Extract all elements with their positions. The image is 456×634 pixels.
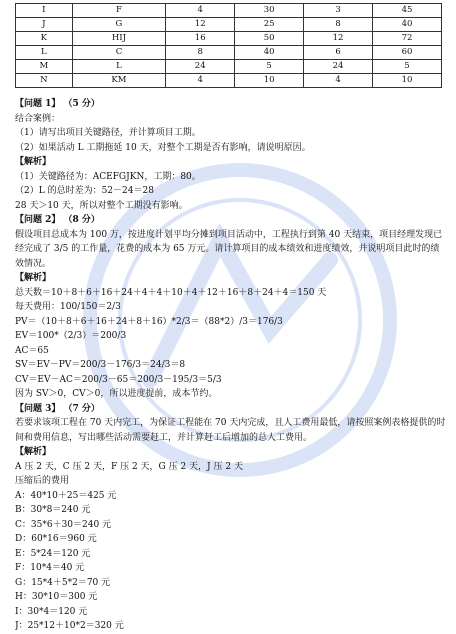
q2-heading: 【问题 2】 （8 分） (15, 215, 100, 225)
content-text (15, 97, 447, 634)
table-cell: F (72, 4, 166, 18)
table-cell: I (16, 4, 73, 18)
table-cell: 4 (304, 74, 373, 88)
table-cell: 8 (304, 18, 373, 32)
table-cell: 8 (166, 46, 235, 60)
table-cell: 3 (304, 4, 373, 18)
q2-answer-line: AC＝65 (15, 345, 49, 356)
q2-answer-line: 每天费用：100/150＝2/3 (15, 302, 121, 312)
table-cell: 4 (166, 74, 235, 88)
activity-table (15, 3, 442, 88)
table-cell: 10 (235, 74, 304, 88)
table-cell: J (16, 18, 73, 32)
table-cell: 60 (373, 46, 442, 60)
table-cell: 6 (304, 46, 373, 60)
table-cell: 45 (373, 4, 442, 18)
q1-item2: （2）如果活动 L 工期拖延 10 天，对整个工期是否有影响，请说明原因。 (15, 142, 311, 153)
table-row (16, 74, 442, 88)
q2-answer-line: PV＝（10＋8＋6＋16＋24＋8＋16）*2/3＝（88*2）/3＝176/3 (15, 316, 283, 327)
table-cell: 50 (235, 32, 304, 46)
cost-line: B：30*8＝240 元 (15, 505, 91, 515)
table-cell: L (16, 46, 73, 60)
q2-text: 假设项目总成本为 100 万，按进度计划平均分摊到项目活动中，工程执行到第 40 天结束，项目经理发现已经完成了 3/5 的工作量，花费的成本为 65 万元。请计算项目的成本绩效和进度绩效，并说明项目此时的绩效情况。 (15, 229, 443, 269)
table-cell: 10 (373, 74, 442, 88)
table-cell: G (72, 18, 166, 32)
table-cell: 24 (304, 60, 373, 74)
q3-answer-line: A 压 2 天，C 压 2 天，F 压 2 天，G 压 2 天，J 压 2 天 (15, 461, 243, 472)
table-cell: 40 (235, 46, 304, 60)
table-cell: KM (72, 74, 166, 88)
q2-answer-line: CV＝EV－AC＝200/3－65＝200/3－195/3＝5/3 (15, 374, 222, 385)
q3-answer-line: 压缩后的费用 (15, 476, 70, 486)
table-cell: 30 (235, 4, 304, 18)
table-cell: 12 (166, 18, 235, 32)
cost-line: E：5*24＝120 元 (15, 548, 91, 559)
q1-answer-line: （1）关键路径为：ACEFGJKN，工期：80。 (15, 171, 201, 182)
cost-line: H：30*10＝300 元 (15, 592, 98, 602)
table-row (16, 4, 442, 18)
cost-list (15, 489, 447, 634)
cost-line: A：40*10＋25＝425 元 (15, 490, 117, 501)
q1-answer-heading: 【解析】 (15, 157, 52, 167)
cost-line: I：30*4＝120 元 (15, 606, 88, 617)
table-row (16, 18, 442, 32)
table-cell: 16 (166, 32, 235, 46)
table-row (16, 32, 442, 46)
cost-line: D：60*16＝960 元 (15, 534, 97, 544)
q3-text: 若要求该项工程在 70 天内完工，为保证工程能在 70 天内完成，且人工费用最低，请按照案例表格提供的时间和费用信息，写出哪些活动需要赶工，并计算赶工后增加的总人工费用。 (15, 418, 446, 443)
q1-answer-line: 28 天＞10 天，所以对整个工期没有影响。 (15, 200, 188, 211)
q2-answer-line: 总天数＝10＋8＋6＋16＋24＋4＋4＋10＋4＋12＋16＋8＋24＋4＝150 天 (15, 287, 327, 298)
q1-answer-line: （2）L 的总时差为：52－24＝28 (15, 186, 154, 196)
cost-line: J：25*12＋10*2＝320 元 (15, 621, 124, 631)
q2-answer-line: 因为 SV＞0，CV＞0，所以进度提前，成本节约。 (15, 389, 218, 399)
table-cell: L (72, 60, 166, 74)
q1-intro: 结合案例： (15, 113, 61, 124)
q2-answer-line: EV＝100*（2/3）＝200/3 (15, 331, 127, 341)
table-cell: 72 (373, 32, 442, 46)
table-cell: 12 (304, 32, 373, 46)
q1-heading: 【问题 1】 （5 分） (15, 99, 100, 109)
q2-answer-heading: 【解析】 (15, 273, 52, 283)
table-cell: C (72, 46, 166, 60)
table-cell: 24 (166, 60, 235, 74)
table-cell: 25 (235, 18, 304, 32)
table-cell: K (16, 32, 73, 46)
q1-item1: （1）请写出项目关键路径，并计算项目工期。 (15, 128, 201, 138)
cost-line: F：10*4＝40 元 (15, 563, 85, 573)
table-cell: M (16, 60, 73, 74)
table-cell: 5 (373, 60, 442, 74)
cost-line: C：35*6＋30＝240 元 (15, 519, 112, 530)
table-cell: HIJ (72, 32, 166, 46)
table-row (16, 60, 442, 74)
q3-answer-heading: 【解析】 (15, 447, 52, 457)
cost-line: G：15*4＋5*2＝70 元 (15, 577, 111, 588)
table-cell: 40 (373, 18, 442, 32)
table-cell: N (16, 74, 73, 88)
q2-answer-line: SV＝EV－PV＝200/3－176/3＝24/3＝8 (15, 360, 186, 370)
table-cell: 5 (235, 60, 304, 74)
table-row (16, 46, 442, 60)
table-cell: 4 (166, 4, 235, 18)
q3-heading: 【问题 3】 （7 分） (15, 403, 100, 414)
